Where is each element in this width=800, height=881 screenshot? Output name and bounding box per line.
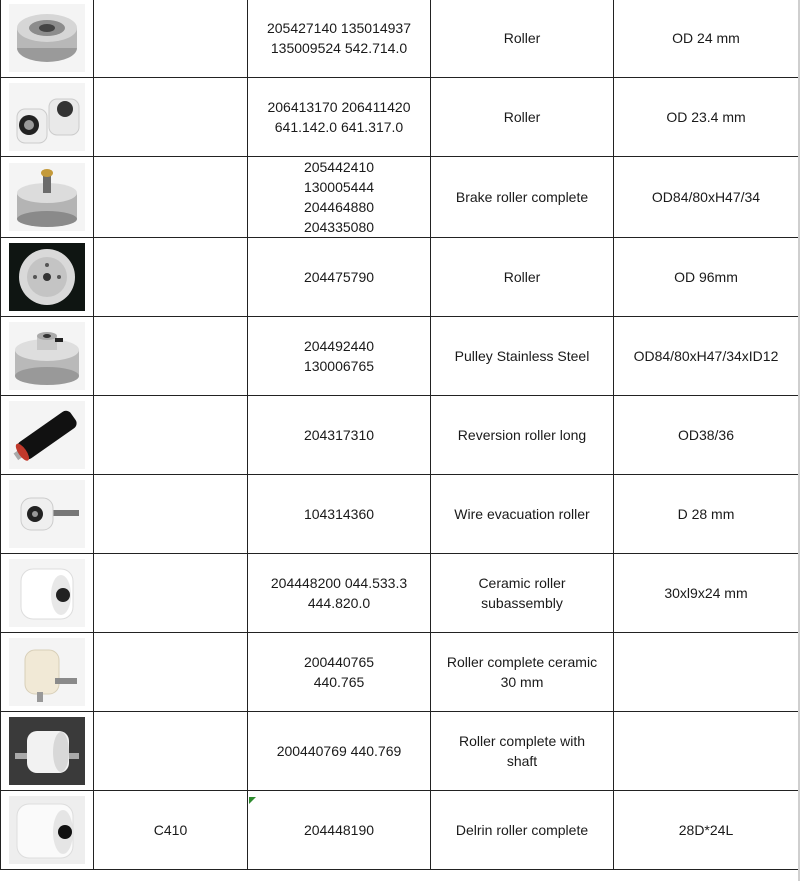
model-cell (94, 157, 248, 238)
model-cell (94, 633, 248, 712)
model-cell (94, 396, 248, 475)
description-cell: Roller (431, 238, 614, 317)
specification-cell: OD 96mm (614, 238, 799, 317)
description-cell: Wire evacuation roller (431, 475, 614, 554)
table-row (1, 554, 799, 633)
part-number-cell: 204475790 (248, 238, 431, 317)
cream-ceramic-roller-image (9, 638, 85, 706)
description-cell: Roller (431, 78, 614, 157)
specification-cell: OD 23.4 mm (614, 78, 799, 157)
description-cell: Roller complete with shaft (431, 712, 614, 791)
part-number-cell: 206413170 206411420 641.142.0 641.317.0 (248, 78, 431, 157)
model-cell (94, 475, 248, 554)
specification-cell (614, 712, 799, 791)
table-row (1, 0, 799, 78)
specification-cell: D 28 mm (614, 475, 799, 554)
flat-disc-roller-image (9, 243, 85, 311)
table-row (1, 157, 799, 238)
product-image-cell (1, 712, 94, 791)
product-image-cell (1, 554, 94, 633)
description-cell: Brake roller complete (431, 157, 614, 238)
table-row (1, 712, 799, 791)
table-row (1, 317, 799, 396)
product-image-cell (1, 157, 94, 238)
part-number-cell: 204492440 130006765 (248, 317, 431, 396)
product-image-cell (1, 238, 94, 317)
specification-cell: 30xl9x24 mm (614, 554, 799, 633)
table-row (1, 633, 799, 712)
part-number-cell: 205427140 135014937 135009524 542.714.0 (248, 0, 431, 78)
description-cell: Roller (431, 0, 614, 78)
specification-cell: OD84/80xH47/34 (614, 157, 799, 238)
model-cell (94, 78, 248, 157)
description-cell: Ceramic roller subassembly (431, 554, 614, 633)
description-cell: Reversion roller long (431, 396, 614, 475)
table-row (1, 78, 799, 157)
specification-cell: OD84/80xH47/34xID12 (614, 317, 799, 396)
roller-with-shaft-image (9, 717, 85, 785)
part-number-cell: 204448200 044.533.3 444.820.0 (248, 554, 431, 633)
model-cell (94, 238, 248, 317)
long-black-roller-image (9, 401, 85, 469)
metal-pulley-roller-image (9, 4, 85, 72)
table-row (1, 791, 799, 870)
part-number-cell: 205442410 130005444 204464880 204335080 (248, 157, 431, 238)
specification-cell: 28D*24L (614, 791, 799, 870)
brake-roller-image (9, 163, 85, 231)
table-row (1, 238, 799, 317)
specification-cell: OD 24 mm (614, 0, 799, 78)
description-cell: Pulley Stainless Steel (431, 317, 614, 396)
stainless-pulley-image (9, 322, 85, 390)
product-image-cell (1, 78, 94, 157)
product-image-cell (1, 791, 94, 870)
table-row (1, 475, 799, 554)
part-number-cell: 200440765 440.765 (248, 633, 431, 712)
product-image-cell (1, 633, 94, 712)
description-cell: Roller complete ceramic 30 mm (431, 633, 614, 712)
model-cell (94, 554, 248, 633)
product-image-cell (1, 396, 94, 475)
part-number-cell: 104314360 (248, 475, 431, 554)
model-cell (94, 712, 248, 791)
wire-evacuation-roller-image (9, 480, 85, 548)
ceramic-roller-image (9, 559, 85, 627)
part-number-cell: 204317310 (248, 396, 431, 475)
white-bearing-rollers-image (9, 83, 85, 151)
model-cell (94, 317, 248, 396)
product-image-cell (1, 475, 94, 554)
part-number-cell: 204448190 (248, 791, 431, 870)
part-number-cell: 200440769 440.769 (248, 712, 431, 791)
delrin-roller-image (9, 796, 85, 864)
description-cell: Delrin roller complete (431, 791, 614, 870)
model-cell: C410 (94, 791, 248, 870)
product-image-cell (1, 0, 94, 78)
table-row (1, 396, 799, 475)
comment-marker (249, 797, 256, 804)
product-image-cell (1, 317, 94, 396)
model-cell (94, 0, 248, 78)
specification-cell (614, 633, 799, 712)
specification-cell: OD38/36 (614, 396, 799, 475)
